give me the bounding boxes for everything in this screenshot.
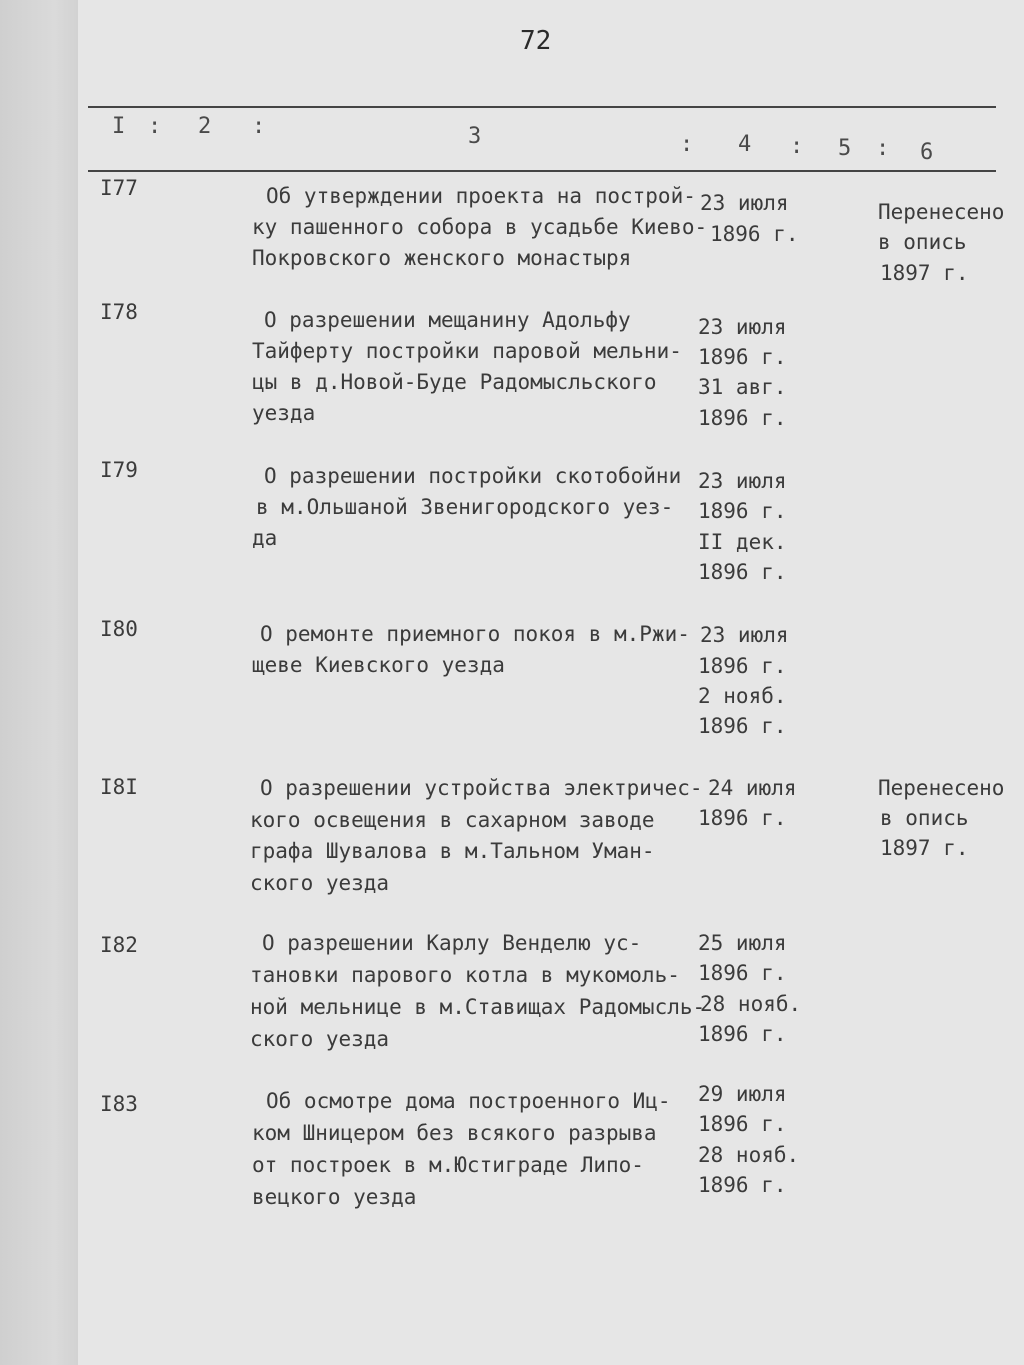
header-rule-top <box>88 106 996 108</box>
entry-number: I79 <box>100 458 138 482</box>
entry-title-line: тановки парового котла в мукомоль- <box>250 963 680 987</box>
entry-title-line: кого освещения в сахарном заводе <box>250 808 655 832</box>
entry-title-line: графа Шувалова в м.Тальном Уман- <box>250 839 655 863</box>
entry-date: 23 июля <box>698 315 787 339</box>
entry-date: 1896 г. <box>698 345 787 369</box>
column-header-3: 3 <box>468 124 482 149</box>
column-header-5: 5 <box>838 136 852 161</box>
entry-note: в опись <box>878 230 967 254</box>
entry-title-line: Об осмотре дома построенного Иц- <box>266 1089 671 1113</box>
entry-title-line: в м.Ольшаной Звенигородского уез- <box>256 495 674 519</box>
entry-title-line: ку пашенного собора в усадьбе Киево- <box>252 215 708 239</box>
column-separator: : <box>148 114 162 139</box>
entry-date: 24 июля <box>708 776 797 800</box>
entry-date: 28 нояб. <box>698 1143 800 1167</box>
entry-title-line: от построек в м.Юстиграде Липо- <box>252 1153 644 1177</box>
column-header-6: 6 <box>920 140 934 165</box>
column-header-1: I <box>112 114 126 139</box>
entry-date: 1896 г. <box>698 654 787 678</box>
entry-date: 1896 г. <box>698 1112 787 1136</box>
entry-title-line: О ремонте приемного покоя в м.Ржи- <box>260 622 690 646</box>
entry-date: 29 июля <box>698 1082 787 1106</box>
entry-note: Перенесено <box>878 776 1005 800</box>
entry-title-line: О разрешении мещанину Адольфу <box>264 308 631 332</box>
entry-number: I80 <box>100 617 138 641</box>
entry-date: 1896 г. <box>698 961 787 985</box>
column-separator: : <box>680 132 694 157</box>
entry-date: 1896 г. <box>710 222 799 246</box>
entry-title-line: Покровского женского монастыря <box>252 246 632 270</box>
entry-date: 1896 г. <box>698 1173 787 1197</box>
entry-date: 28 нояб. <box>700 992 802 1016</box>
entry-title-line: О разрешении постройки скотобойни <box>264 464 682 488</box>
entry-date: 1896 г. <box>698 1022 787 1046</box>
entry-number: I83 <box>100 1092 138 1116</box>
page-number: 72 <box>520 26 552 56</box>
entry-number: I78 <box>100 300 138 324</box>
entry-date: 1896 г. <box>698 406 787 430</box>
entry-date: 23 июля <box>700 191 789 215</box>
column-separator: : <box>252 114 266 139</box>
entry-title-line: цы в д.Новой-Буде Радомысльского <box>252 370 657 394</box>
entry-title-line: Тайферту постройки паровой мельни- <box>252 339 682 363</box>
entry-date: 1896 г. <box>698 714 787 738</box>
entry-date: 1896 г. <box>698 806 787 830</box>
entry-date: 31 авг. <box>698 375 787 399</box>
entry-note: Перенесено <box>878 200 1005 224</box>
entry-title-line: О разрешении устройства электричес- <box>260 776 703 800</box>
entry-title-line: щеве Киевского уезда <box>252 653 505 677</box>
entry-date: 1896 г. <box>698 560 787 584</box>
entry-number: I8I <box>100 775 138 799</box>
entry-title-line: О разрешении Карлу Венделю ус- <box>262 931 642 955</box>
entry-note: 1897 г. <box>880 261 969 285</box>
entry-date: 23 июля <box>698 469 787 493</box>
entry-title-line: Об утверждении проекта на построй- <box>266 184 696 208</box>
column-separator: : <box>790 134 804 159</box>
column-header-2: 2 <box>198 114 212 139</box>
column-header-4: 4 <box>738 132 752 157</box>
entry-title-line: уезда <box>252 401 316 425</box>
entry-title-line: ком Шницером без всякого разрыва <box>252 1121 657 1145</box>
entry-title-line: ского уезда <box>250 871 390 895</box>
entry-title-line: ной мельнице в м.Ставищах Радомысль- <box>250 995 706 1019</box>
entry-title-line: ского уезда <box>250 1027 390 1051</box>
column-separator: : <box>876 136 890 161</box>
entry-date: 23 июля <box>700 623 789 647</box>
entry-title-line: да <box>252 526 278 550</box>
entry-date: 2 нояб. <box>698 684 787 708</box>
entry-number: I77 <box>100 176 138 200</box>
entry-date: 1896 г. <box>698 499 787 523</box>
entry-note: 1897 г. <box>880 836 969 860</box>
entry-date: II дек. <box>698 530 787 554</box>
entry-title-line: вецкого уезда <box>252 1185 417 1209</box>
entry-note: в опись <box>880 806 969 830</box>
header-rule-bottom <box>88 170 996 172</box>
entry-number: I82 <box>100 933 138 957</box>
page-edge <box>0 0 78 1365</box>
entry-date: 25 июля <box>698 931 787 955</box>
